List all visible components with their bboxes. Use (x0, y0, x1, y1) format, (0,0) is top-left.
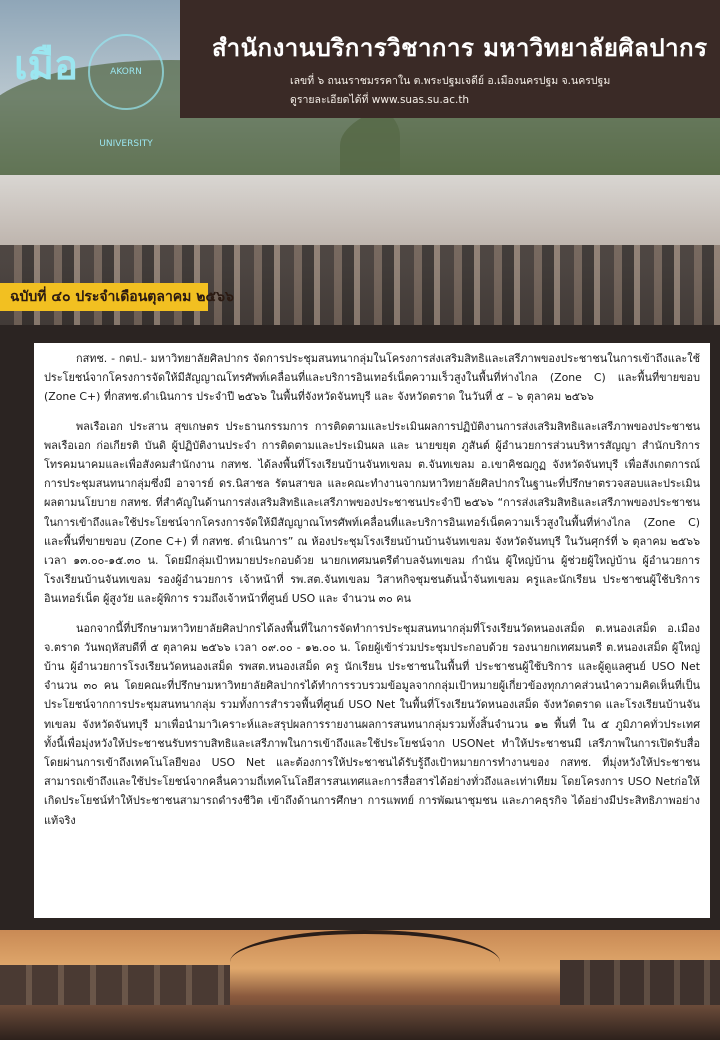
riverside-houses (0, 965, 230, 1010)
paragraph: พลเรือเอก ประสาน สุขเกษตร ประธานกรรมการ การติดตามและประเมินผลการปฏิบัติงานการส่งเสริมสิทธิและเสรีภาพของประชาชน พลเรือเอก ก่อเกียรติ บันดิ ผู้ปฏิบัติงานประจำ การติดตามและประเมินผล และ นายขยุต ภูสันต์ ผู้อำนวยการส่วนบริหารสัญญา สำนักบริการโทรคมนาคมและเพื่อสังคมสำนักงาน กสทช. ได้ลงพื้นที่โรงเรียนบ้านจันทเขลม ต.จันทเขลม อ.เขาคิชฌกูฏ จังหวัดจันทบุรี เพื่อสังเกตการณ์การประชุมสนทนากลุ่มซึ่งมี อาจารย์ ดร.นิสาชล รัตนสาขล และคณะทำงานจากมหาวิทยาลัยศิลปากรในฐานะที่ปรึกษาตรวจสอบและประเมินผลตามนโยบาย กสทช. ที่สำคัญในด้านการส่งเสริมสิทธิและเสรีภาพของประชาชนประจำปี ๒๕๖๖ “การส่งเสริมสิทธิและเสรีภาพของประชาชนในการเข้าถึงและใช้ประโยชน์จากโครงการจัดให้มีสัญญาณโทรศัพท์เคลื่อนที่และบริการอินเทอร์เน็ตความเร็วสูงในพื้นที่ห่างไกล (Zone C) และพื้นที่ขายขอบ (Zone C+) ที่ กสทช. ดำเนินการ” ณ ห้องประชุมโรงเรียนบ้านบ้านจันทเขลม จังหวัดจันทบุรี ในวันศุกร์ที่ ๖ ตุลาคม ๒๕๖๖ เวลา ๑๓.๐๐-๑๕.๓๐ น. โดยมีกลุ่มเป้าหมายประกอบด้วย นายกเทศมนตรีตำบลจันทเขลม กำนัน ผู้ใหญ่บ้าน ผู้ช่วยผู้ใหญ่บ้าน ผู้อำนวยการโรงเรียนบ้านจันทเขลม รองผู้อำนวยการ เจ้าหน้าที่ รพ.สต.จันทเขลม วิสาหกิจชุมชนต้นน้ำจันทเขลม ครูและนักเรียน ประชาชนผู้ใช้บริการอินเทอร์เน็ต ผู้สูงวัย และผู้พิการ รวมถึงเจ้าหน้าที่ศูนย์ USO และ จำนวน ๓๐ คน (44, 419, 700, 606)
issue-badge: ฉบับที่ ๔๐ ประจำเดือนตุลาคม ๒๕๖๖ (0, 283, 208, 311)
article-body (34, 343, 710, 918)
paragraph: กสทช. - กตป.- มหาวิทยาลัยศิลปากร จัดการประชุมสนทนากลุ่มในโครงการส่งเสริมสิทธิและเสรีภาพของประชาชนในการเข้าถึงและใช้ประโยชน์จากโครงการจัดให้มีสัญญาณโทรศัพท์เคลื่อนที่และบริการอินเทอร์เน็ตความเร็วสูงในพื้นที่ห่างไกล (Zone C) และพื้นที่ขายขอบ (Zone C+) ที่กสทช.ดำเนินการ ประจำปี ๒๕๖๖ ในพื้นที่จังหวัดจันทบุรี และ จังหวัดตราด ในวันที่ ๕ – ๖ ตุลาคม ๒๕๖๖ (44, 352, 700, 404)
riverside-houses (560, 960, 720, 1010)
river-water (0, 1005, 720, 1040)
website-line: ดูรายละเอียดได้ที่ www.suas.su.ac.th (290, 94, 470, 106)
paragraph: นอกจากนี้ที่ปรึกษามหาวิทยาลัยศิลปากรได้ลงพื้นที่ในการจัดทำการประชุมสนทนากลุ่มที่โรงเรียนวัดหนองเสม็ด ต.หนองเสม็ด อ.เมือง จ.ตราด วันพฤหัสบดีที่ ๕ ตุลาคม ๒๕๖๖ เวลา ๐๙.๐๐ - ๑๒.๐๐ น. โดยผู้เข้าร่วมประชุมประกอบด้วย รองนายกเทศมนตรี ต.หนองเสม็ด ผู้ใหญ่บ้าน ผู้อำนวยการโรงเรียนวัดหนองเสม็ด รพสต.หนองเสม็ด ครู นักเรียน ประชาชนในพื้นที่ ประชาชนผู้ใช้บริการ และผู้ดูแลศูนย์ USO Net จำนวน ๓๐ คน โดยคณะที่ปรึกษามหาวิทยาลัยศิลปากรได้ทำการรวบรวมข้อมูลจากกลุ่มเป้าหมายผู้เกี่ยวข้องทุกภาคส่วนนำความคิดเห็นที่เป็นประโยชน์จากการประชุมสนทนากลุ่ม รวมทั้งการสำรวจพื้นที่ศูนย์ USO Net ในพื้นที่โรงเรียนวัดหนองเสม็ด จังหวัดตราด และโรงเรียนบ้านจันทเขลม จังหวัดจันทบุรี มาเพื่อนำมาวิเคราะห์และสรุปผลการรายงานผลการสนทนากลุ่มรวมทั้งสิ้นจำนวน ๑๒ พื้นที่ ใน ๕ ภูมิภาคทั่วประเทศ ทั้งนี้เพื่อมุ่งหวังให้ประชาชนรับทราบสิทธิและเสรีภาพในการเข้าถึงและใช้ประโยชน์จาก USONet ทำให้ประชาชนมี เสรีภาพในการเปิดรับสื่อ โดยผ่านการเข้าถึงเทคโนโลยีของ USO Net และต้องการให้ประชาชนได้รับรู้ถึงเป้าหมายการทำงานของ กสทช. ที่มุ่งหวังให้ประชาชนสามารถเข้าถึงและใช้ประโยชน์จากคลื่นความถี่เทคโนโลยีสารสนเทศและการสื่อสารได้อย่างทั่วถึงและเท่าเทียม โดยโครงการ USO Netก่อให้เกิดประโยชน์ทำให้ประชาชนสามารถดำรงชีวิต เข้าถึงด้านการศึกษา การแพทย์ การพัฒนาชุมชน และภาคธุรกิจ ได้อย่างมีประสิทธิภาพอย่างแท้จริง (44, 621, 700, 827)
university-seal-icon: AKORN UNIVERSITY (88, 34, 164, 110)
address-line: เลขที่ ๖ ถนนราชมรรคาใน ต.พระปฐมเจดีย์ อ.เมืองนครปฐม จ.นครปฐม (290, 75, 611, 87)
office-logo-icon: เมือ (14, 42, 79, 89)
page-title: สำนักงานบริการวิชาการ มหาวิทยาลัยศิลปากร (212, 33, 708, 62)
bridge-shape (230, 930, 500, 994)
